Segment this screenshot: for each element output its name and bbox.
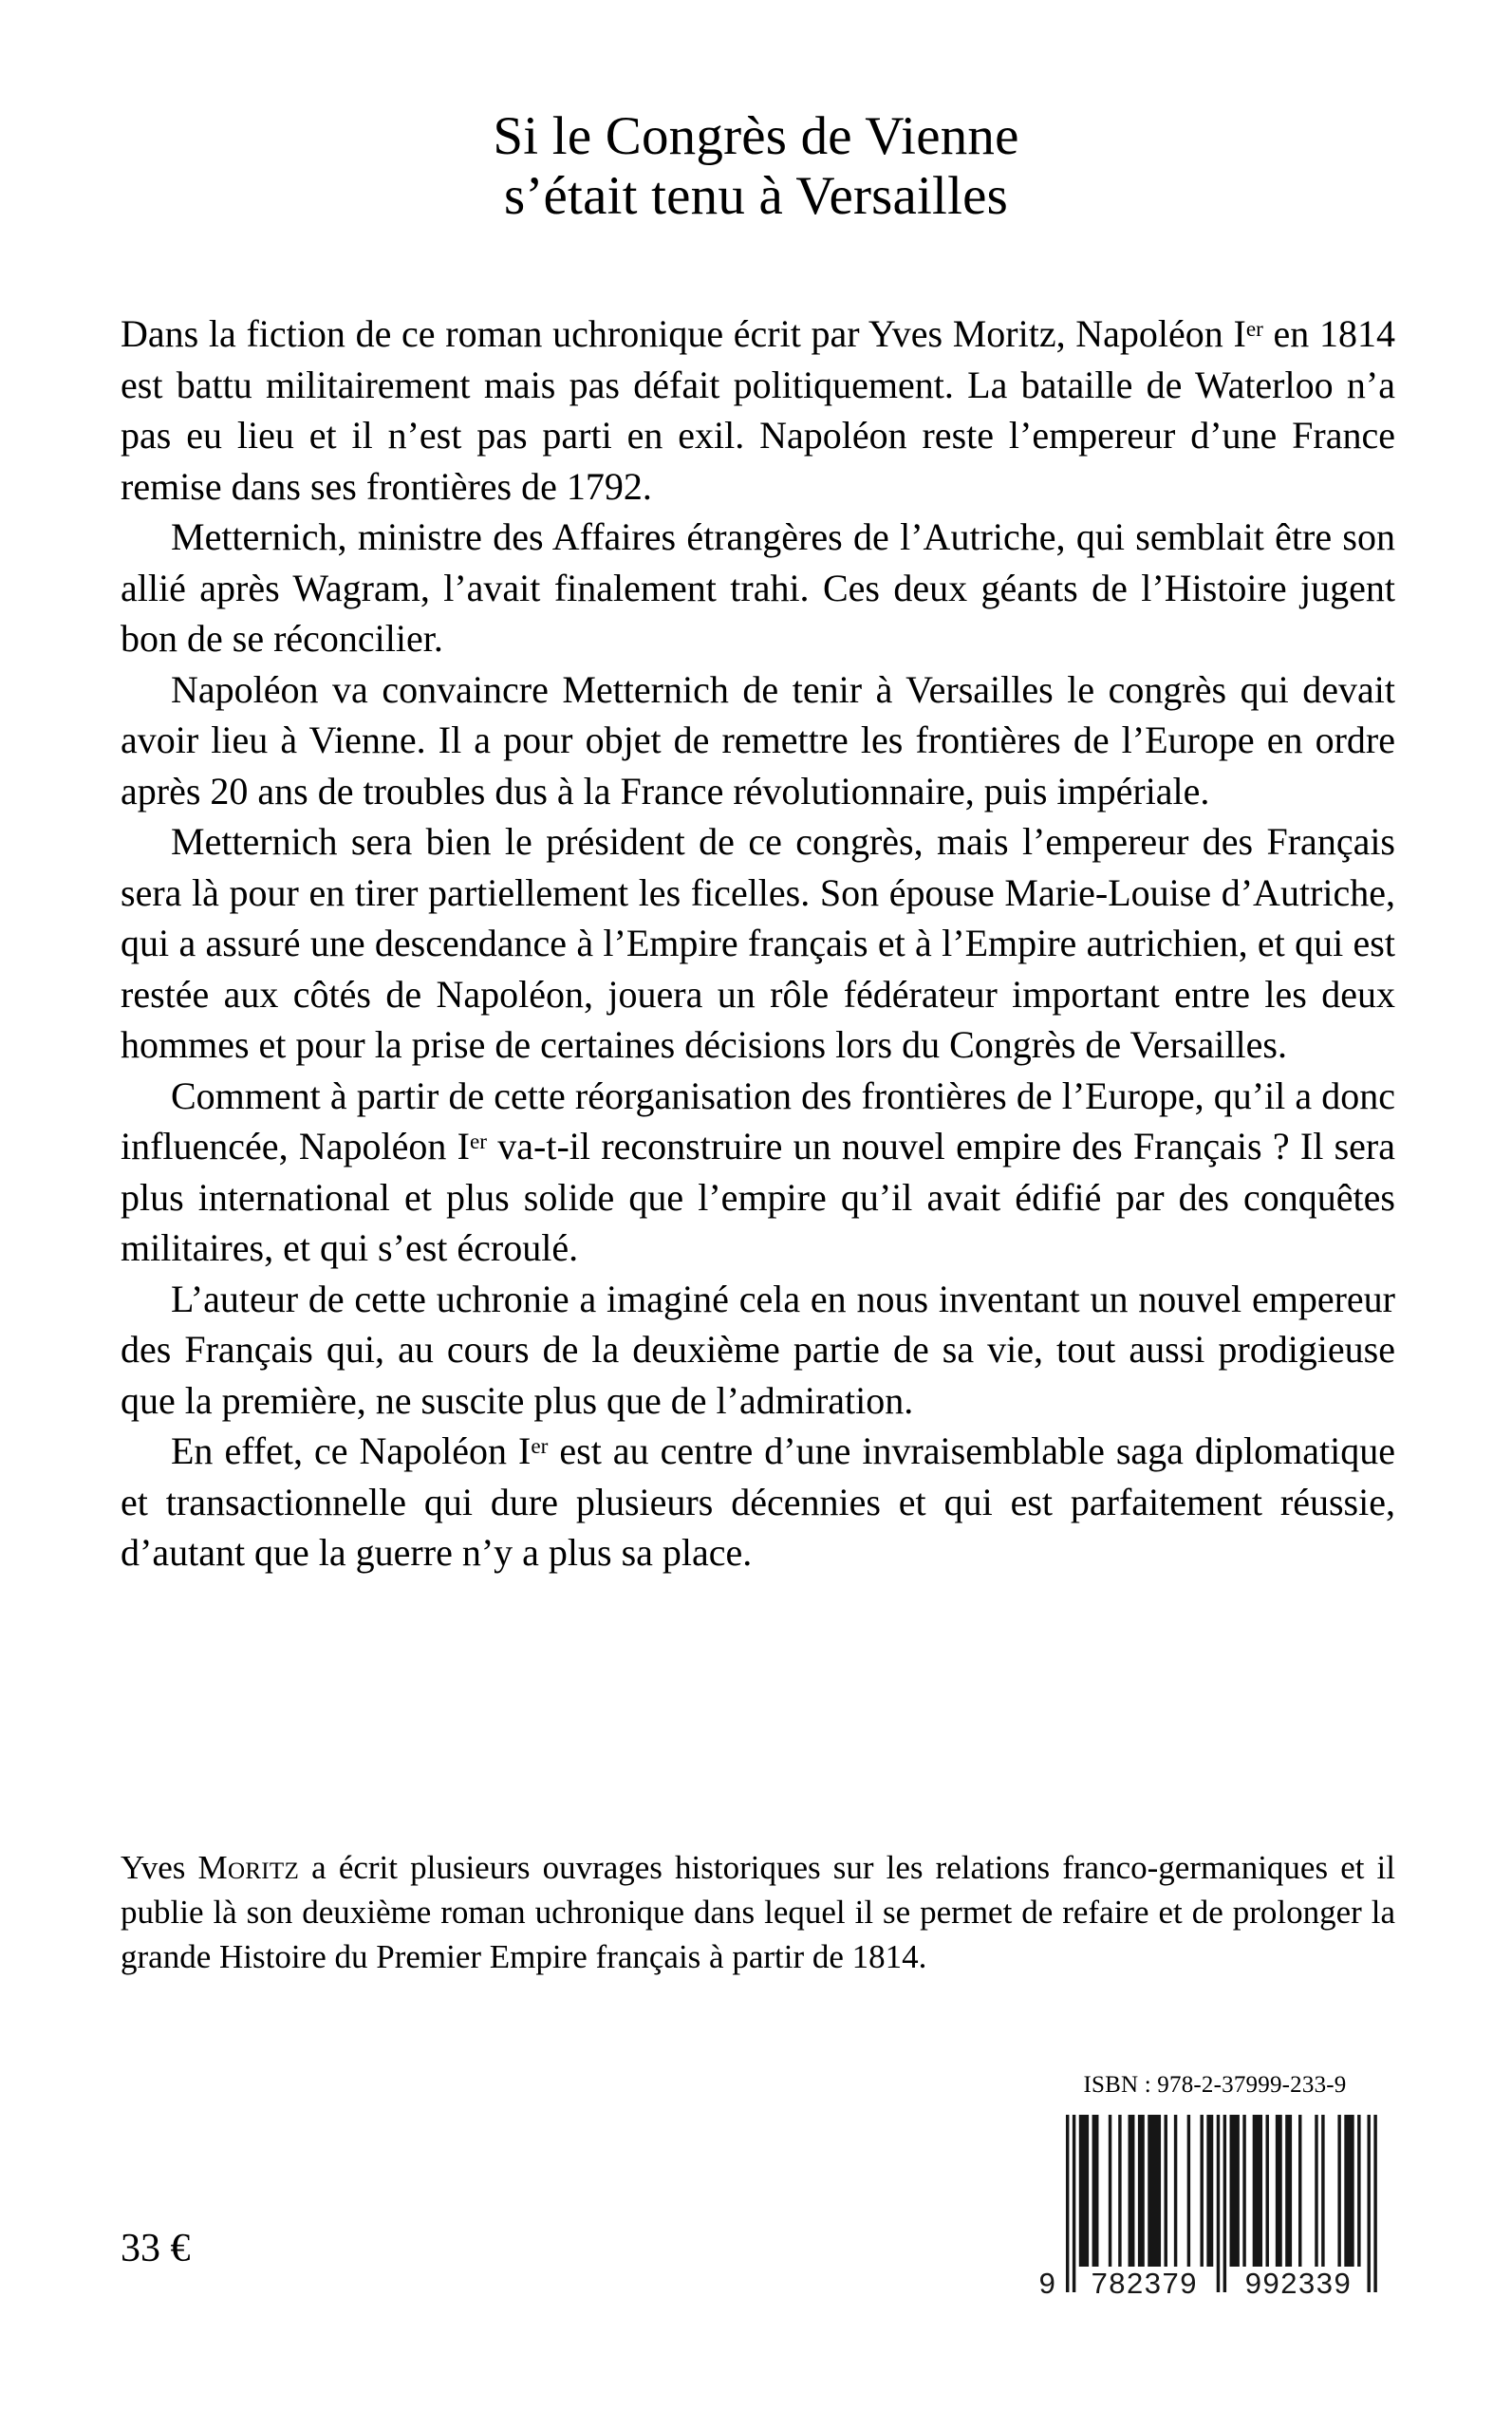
price-label: 33 € — [121, 2227, 191, 2270]
blurb-p5-part-a: Comment à partir de cette réorganisation des frontières de l’Europe, qu’il a donc influencée, Napoléon I — [121, 1074, 1395, 1167]
svg-text:992339: 992339 — [1244, 2267, 1353, 2297]
blurb-paragraph-4: Metternich sera bien le président de ce congrès, mais l’empereur des Français sera là pour en tirer partiellement les ficelles. Son épouse Marie-Louise d’Autriche, qui a assuré une descendance à l’Empire français et à l’Empire autrichien, et qui est restée aux côtés de Napoléon, jouera un rôle fédérateur important entre les deux hommes et pour la prise de certaines décisions lors du Congrès de Versailles. — [121, 820, 1395, 1066]
blurb-p5-part-b: va-t-il reconstruire un nouvel empire des Français ? Il sera plus international et plus solide que l’empire qu’il avait édifié par des conquêtes militaires, et qui s’est écroulé. — [121, 1125, 1395, 1269]
blurb-p7-part-a: En effet, ce Napoléon I — [171, 1429, 532, 1472]
blurb-paragraph-7 — [121, 1426, 1395, 1578]
ordinal-suffix-icon: er — [531, 1433, 549, 1459]
svg-text:9: 9 — [1038, 2267, 1057, 2297]
svg-text:782379: 782379 — [1091, 2267, 1199, 2297]
blurb-paragraph-5 — [121, 1071, 1395, 1274]
ordinal-suffix-icon: er — [1245, 316, 1263, 342]
blurb-paragraph-3: Napoléon va convaincre Metternich de tenir à Versailles le congrès qui devait avoir lieu à Vienne. Il a pour objet de remettre les frontières de l’Europe en ordre après 20 ans de troubles dus à la France révolutionnaire, puis impériale. — [121, 667, 1395, 812]
ordinal-suffix-icon: er — [469, 1129, 487, 1154]
ean13-barcode — [1030, 2107, 1400, 2297]
author-biography — [121, 1845, 1395, 1979]
author-bio-body: a écrit plusieurs ouvrages historiques sur les relations franco-germaniques et il publie là son deuxième roman uchronique dans lequel il se permet de refaire et de prolonger la grande Histoire du Premier Empire français à partir de 1814. — [121, 1849, 1396, 1975]
blurb-p1-part-b: en 1814 est battu militairement mais pas défait politiquement. La bataille de Waterloo n’a pas eu lieu et il n’est pas parti en exil. Napoléon reste l’empereur d’une France remise dans ses frontières de 1792. — [121, 312, 1395, 508]
author-last-name: Moritz — [197, 1849, 300, 1886]
blurb-text — [121, 308, 1395, 1578]
author-bio-paragraph — [121, 1845, 1395, 1979]
isbn-barcode-block — [1030, 2071, 1400, 2297]
barcode-icon — [1030, 2107, 1400, 2297]
book-title — [0, 106, 1512, 226]
blurb-p1-part-a: Dans la fiction de ce roman uchronique écrit par Yves Moritz, Napoléon I — [121, 312, 1246, 355]
isbn-number-text: ISBN : 978-2-37999-233-9 — [1083, 2072, 1347, 2098]
title-line-1: Si le Congrès de Vienne — [493, 106, 1019, 166]
author-first-name: Yves — [121, 1849, 198, 1886]
blurb-paragraph-6: L’auteur de cette uchronie a imaginé cela en nous inventant un nouvel empereur des Français qui, au cours de la deuxième partie de sa vie, tout aussi prodigieuse que la première, ne suscite plus que de l’admiration. — [121, 1277, 1395, 1422]
blurb-paragraph-1 — [121, 308, 1395, 512]
blurb-paragraph-2: Metternich, ministre des Affaires étrangères de l’Autriche, qui semblait être son allié après Wagram, l’avait finalement trahi. Ces deux géants de l’Histoire jugent bon de se réconcilier. — [121, 515, 1395, 660]
title-line-2: s’était tenu à Versailles — [503, 166, 1009, 226]
blurb-p7-part-b: est au centre d’une invraisemblable saga diplomatique et transactionnelle qui dure plusieurs décennies et qui est parfaitement réussie, d’autant que la guerre n’y a plus sa place. — [121, 1429, 1395, 1574]
